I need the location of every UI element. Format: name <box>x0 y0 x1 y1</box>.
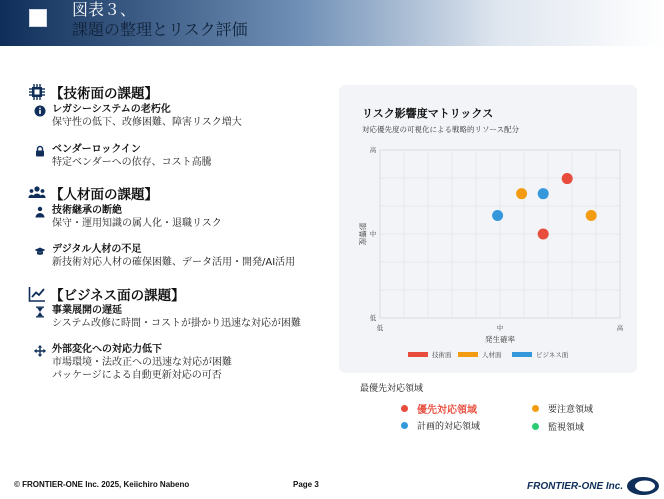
issue-business-delay <box>34 304 301 330</box>
criteria-item: 優先対応領域 <box>401 401 477 416</box>
legend-label: 人材面 <box>482 351 502 359</box>
people-icon <box>28 184 46 202</box>
issue-desc: 保守・運用知識の属人化・退職リスク <box>52 218 222 229</box>
orange-dot-icon <box>532 405 539 412</box>
section-tech-heading <box>28 82 158 102</box>
issue-title: デジタル人材の不足 <box>52 244 142 255</box>
issue-legacy-system <box>34 103 242 129</box>
y-tick-label: 高 <box>369 146 377 154</box>
logo-mark-icon <box>626 476 660 496</box>
chart-subtitle: 対応優先度の可視化による戦略的リソース配分 <box>362 125 520 134</box>
section-hr-heading <box>28 183 158 203</box>
issue-desc: 新技術対応人材の確保困難、データ活用・開発/AI活用 <box>52 257 296 268</box>
page-title-line2: 課題の整理とリスク評価 <box>72 20 248 39</box>
criteria-title: 最優先対応領域 <box>360 384 424 394</box>
issue-title: 事業展開の遅延 <box>52 305 122 316</box>
criteria-item: 要注意領域 <box>532 402 593 415</box>
footer-copyright: © FRONTIER-ONE Inc. 2025, Keiichiro Nabeno <box>14 480 190 489</box>
y-axis-label: 影響度 <box>358 222 367 246</box>
issue-vendor-lockin <box>34 143 212 169</box>
issue-title: レガシーシステムの老朽化 <box>52 104 171 115</box>
cpu-icon <box>28 83 46 101</box>
section-hr-title: 【人材面の課題】 <box>50 187 158 203</box>
person-icon <box>34 206 46 218</box>
green-dot-icon <box>532 423 539 430</box>
issue-desc: システム改修に時間・コストが掛かり迅速な対応が困難 <box>52 318 301 329</box>
section-tech-title: 【技術面の課題】 <box>50 86 158 102</box>
issue-desc: 特定ベンダーへの依存、コスト高騰 <box>52 157 212 168</box>
x-tick-label: 低 <box>376 324 384 332</box>
criteria-item: 計画的対応領域 <box>401 419 480 432</box>
page-title-line1: 図表３、 <box>72 0 137 19</box>
info-icon <box>34 105 46 117</box>
arrows-icon <box>34 345 46 357</box>
graduation-cap-icon <box>34 245 46 257</box>
criteria-item: 監視領域 <box>532 420 584 433</box>
footer-logo <box>527 476 660 496</box>
issue-title: 技術継承の断絶 <box>52 205 122 216</box>
chart-title: リスク影響度マトリックス <box>362 107 494 120</box>
issue-desc: パッケージによる自動更新対応の可否 <box>52 370 222 381</box>
issue-external-change <box>34 343 232 382</box>
y-tick-label: 低 <box>369 314 377 322</box>
page-title <box>72 0 248 40</box>
header-square-icon <box>30 10 46 26</box>
section-business-title: 【ビジネス面の課題】 <box>50 288 185 304</box>
legend-label: ビジネス面 <box>536 351 569 359</box>
line-chart-icon <box>28 285 46 303</box>
hourglass-icon <box>34 306 46 318</box>
lock-icon <box>34 145 46 157</box>
issue-title: 外部変化への対応力低下 <box>52 344 162 355</box>
x-tick-label: 中 <box>496 324 504 332</box>
section-business-heading <box>28 284 185 304</box>
legend-label: 技術面 <box>432 351 452 359</box>
blue-dot-icon <box>401 422 408 429</box>
x-axis-label: 発生確率 <box>485 335 515 344</box>
red-dot-icon <box>401 405 408 412</box>
issue-knowledge-transfer <box>34 204 222 230</box>
issue-digital-talent <box>34 243 295 269</box>
issue-desc: 保守性の低下、改修困難、障害リスク増大 <box>52 117 242 128</box>
y-tick-label: 中 <box>369 230 377 238</box>
x-tick-label: 高 <box>616 324 624 332</box>
issue-desc: 市場環境・法改正への迅速な対応が困難 <box>52 357 232 368</box>
issue-title: ベンダーロックイン <box>52 144 141 155</box>
footer-page-number: Page 3 <box>293 480 319 489</box>
logo-text: FRONTIER-ONE Inc. <box>527 480 624 492</box>
